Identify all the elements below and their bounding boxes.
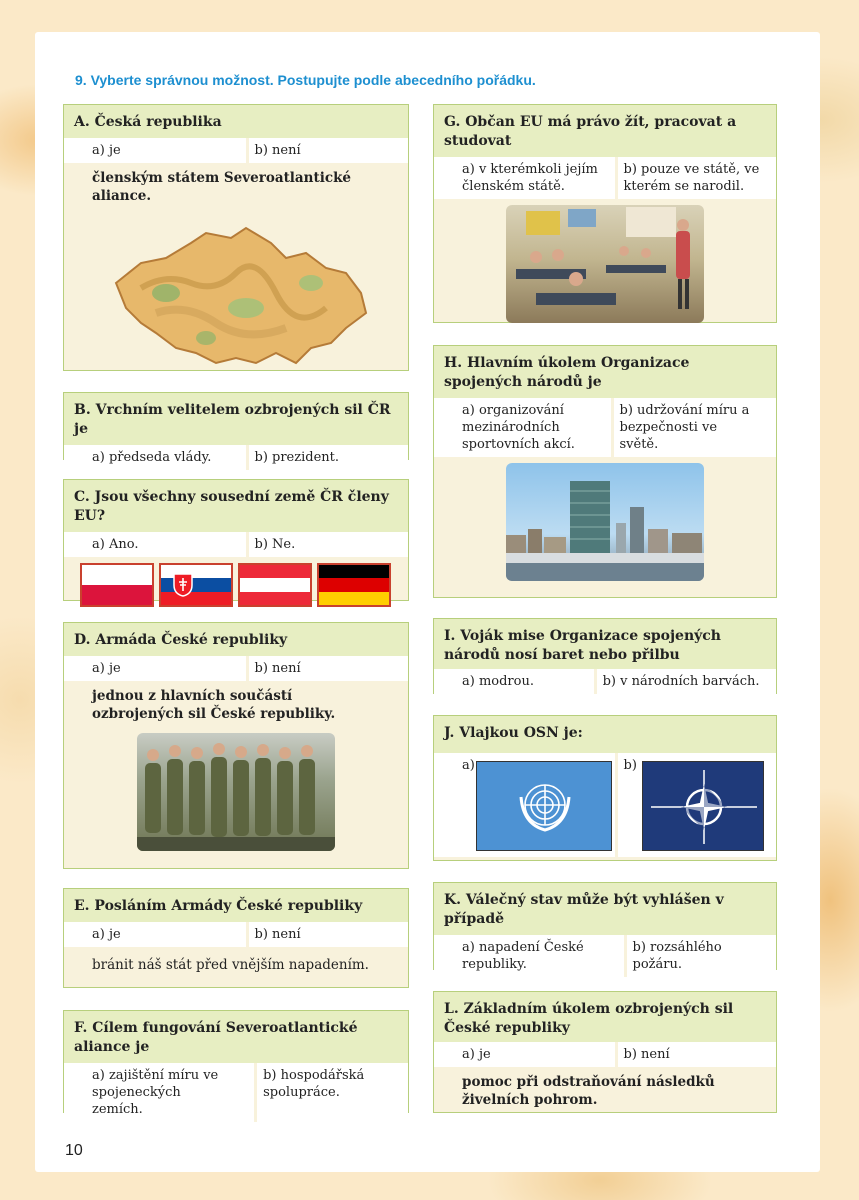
question-k [433, 882, 777, 970]
question-h-options [434, 398, 776, 457]
option-b[interactable] [615, 753, 777, 857]
question-l-title: L. Základním úkolem ozbrojených sil České republiky [434, 992, 776, 1042]
question-l-options [434, 1042, 776, 1067]
option-a[interactable]: a) Ano. [92, 537, 139, 552]
question-i-options [434, 669, 776, 694]
question-d [63, 622, 409, 869]
question-b-options [64, 445, 408, 470]
option-b[interactable]: b) není [246, 138, 409, 163]
nato-flag [642, 761, 764, 851]
question-b-title: B. Vrchním velitelem ozbrojených sil ČR je [64, 393, 408, 445]
question-h-title: H. Hlavním úkolem Organizace spojených národů je [434, 346, 776, 398]
question-e-options [64, 922, 408, 947]
question-k-title: K. Válečný stav může být vyhlášen v případě [434, 883, 776, 935]
question-f-title: F. Cílem fungování Severoatlantické aliance je [64, 1011, 408, 1063]
question-a-title: A. Česká republika [64, 105, 408, 138]
question-e [63, 888, 409, 988]
option-b[interactable]: b) není [246, 656, 409, 681]
option-b[interactable]: b) není [615, 1042, 777, 1067]
question-i [433, 618, 777, 694]
option-a[interactable]: a) napadení České republiky. [462, 940, 584, 972]
question-a-options [64, 138, 408, 163]
germany-flag [317, 563, 391, 607]
option-a[interactable]: a) zajištění míru ve spojeneckých zemích. [92, 1068, 219, 1117]
question-a-statement: členským státem Severoatlantické aliance. [92, 170, 352, 204]
question-g [433, 104, 777, 323]
option-b-label: b) [623, 758, 637, 773]
neighbor-flags [64, 557, 408, 611]
poland-flag [80, 563, 154, 607]
question-f [63, 1010, 409, 1117]
option-b[interactable]: b) Ne. [246, 532, 409, 557]
question-g-title: G. Občan EU má právo žít, pracovat a studovat [434, 105, 776, 157]
question-e-statement: bránit náš stát před vnějším napadením. [92, 957, 369, 973]
question-c-title: C. Jsou všechny sousední země ČR členy EU? [64, 480, 408, 532]
option-b[interactable]: b) rozsáhlého požáru. [624, 935, 777, 977]
question-j-title: J. Vlajkou OSN je: [434, 716, 776, 753]
classroom-photo [506, 205, 704, 323]
option-b[interactable]: b) v národních barvách. [594, 669, 776, 694]
option-a-label: a) [462, 758, 475, 773]
exercise-heading: 9. Vyberte správnou možnost. Postupujte podle abecedního pořádku. [75, 72, 536, 88]
question-i-title: I. Voják mise Organizace spojených národů nosí baret nebo přilbu [434, 619, 776, 669]
option-a[interactable]: a) v kterémkoli jejím členském státě. [462, 162, 598, 194]
question-c-options [64, 532, 408, 557]
czech-map-image [96, 213, 376, 383]
option-a[interactable]: a) je [92, 927, 121, 942]
question-e-title: E. Posláním Armády České republiky [64, 889, 408, 922]
option-b[interactable]: b) prezident. [246, 445, 409, 470]
option-b[interactable]: b) pouze ve státě, ve kterém se narodil. [615, 157, 777, 199]
option-a[interactable]: a) je [462, 1047, 491, 1062]
option-b[interactable]: b) hospodářská spolupráce. [254, 1063, 408, 1122]
question-c [63, 479, 409, 601]
question-j [433, 715, 777, 861]
question-b [63, 392, 409, 465]
question-l-statement: pomoc při odstraňování následků živelních pohrom. [462, 1074, 715, 1108]
question-a [63, 104, 409, 371]
question-d-statement: jednou z hlavních součástí ozbrojených sil České republiky. [92, 688, 336, 722]
question-j-options [434, 753, 776, 857]
worksheet-page [35, 32, 820, 1172]
option-a[interactable]: a) je [92, 143, 121, 158]
question-l [433, 991, 777, 1113]
option-b[interactable]: b) není [246, 922, 409, 947]
un-flag [476, 761, 612, 851]
austria-flag [238, 563, 312, 607]
option-a[interactable]: a) modrou. [462, 674, 534, 689]
option-a[interactable]: a) je [92, 661, 121, 676]
option-a[interactable] [434, 753, 615, 857]
question-f-options [64, 1063, 408, 1122]
option-b[interactable]: b) udržování míru a bezpečnosti ve světě. [611, 398, 777, 457]
question-d-options [64, 656, 408, 681]
option-a[interactable]: a) předseda vlády. [92, 450, 212, 465]
option-a[interactable]: a) organizování mezinárodních sportovních akcí. [462, 403, 575, 452]
question-d-title: D. Armáda České republiky [64, 623, 408, 656]
question-h [433, 345, 777, 598]
soldiers-photo [137, 733, 335, 851]
un-headquarters-photo [506, 463, 704, 581]
page-number: 10 [65, 1142, 83, 1159]
question-g-options [434, 157, 776, 199]
slovakia-flag [159, 563, 233, 607]
question-k-options [434, 935, 776, 977]
